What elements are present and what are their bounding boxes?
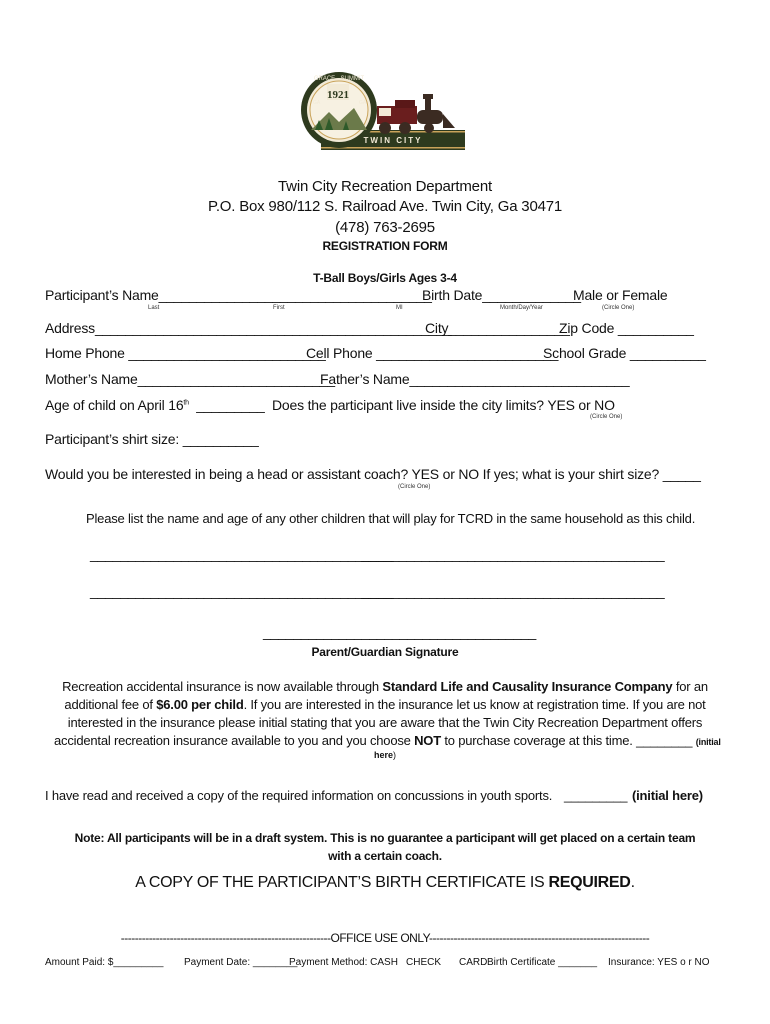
sibling-line-2a[interactable]: ________________________________________ [90,583,394,599]
mother-name-field[interactable]: Mother’s Name__________________________ [45,371,335,387]
sub-dob: Month/Day/Year [500,305,543,311]
coach-question[interactable]: Would you be interested in being a head or assistant coach? YES or NO If yes; what is your shirt size? _____ [45,466,701,482]
shirt-size-field[interactable]: Participant’s shirt size: __________ [45,431,259,447]
insurance-line-2: additional fee of $6.00 per child. If you are interested in the insurance let us know at registration time. If you are not [64,697,706,712]
train-icon [377,94,455,134]
birth-date-field[interactable]: Birth Date_____________ [422,287,581,303]
office-card: CARD [459,957,488,968]
sibling-line-1b[interactable]: ________________________________________ [361,546,665,562]
insurance-line-3: interested in the insurance please initial stating that you are aware that the Twin City Recreation Department offers [67,715,703,730]
form-title: REGISTRATION FORM [322,239,448,253]
insurance-line-4[interactable]: accidental recreation insurance available to you and you choose NOT to purchase coverage at this time. ________ (initial [54,733,721,748]
sibling-line-1a[interactable]: ________________________________________ [90,546,394,562]
cell-phone-field[interactable]: Cell Phone ________________________ [306,345,559,361]
logo-year: 1921 [327,89,349,101]
office-payment-date: Payment Date: ________ [184,957,298,968]
city-limits-circle: (Circle One) [590,414,623,420]
father-name-field[interactable]: Father’s Name_____________________________ [320,371,630,387]
office-use-header: ------------------------------------------------------------OFFICE USE ONLY--------------------------------------------------------------- [120,931,650,945]
sub-last: Last [148,305,160,311]
home-phone-field[interactable]: Home Phone __________________________ [45,345,326,361]
dept-address: P.O. Box 980/112 S. Railroad Ave. Twin City, Ga 30471 [207,198,563,215]
office-check: CHECK [406,957,442,968]
signature-label: Parent/Guardian Signature [311,645,459,659]
gender-choice[interactable]: Male or Female [573,287,668,303]
zip-field[interactable]: Zip Code __________ [559,320,694,336]
age-blank[interactable]: _________ [196,397,265,413]
sub-circle: (Circle One) [602,305,635,311]
logo-arc-text: GRACE · SUMMIT [313,76,365,82]
svg-text:GA: GA [313,100,321,106]
coach-circle: (Circle One) [398,484,431,490]
office-payment-method: Payment Method: CASH [289,957,398,968]
program-title: T-Ball Boys/Girls Ages 3-4 [313,271,457,285]
insurance-line-1: Recreation accidental insurance is now available through Standard Life and Causality Insurance Company for an [62,679,708,694]
draft-note-line-2: with a certain coach. [328,849,442,863]
twin-city-logo [299,70,467,156]
city-field[interactable]: City________________ [425,320,570,336]
birth-certificate-requirement: A COPY OF THE PARTICIPANT’S BIRTH CERTIFICATE IS REQUIRED. [135,874,635,891]
dept-name: Twin City Recreation Department [278,178,492,195]
age-label: Age of child on April 16 [45,397,184,413]
school-grade-field[interactable]: School Grade __________ [543,345,706,361]
signature-line[interactable]: ____________________________________ [263,624,537,640]
city-limits-question[interactable]: Does the participant live inside the city limits? YES or NO [272,397,615,413]
svg-text:GA: GA [359,100,367,106]
office-amount-paid: Amount Paid: $_________ [45,957,164,968]
concussion-initial-label: (initial here) [632,788,703,803]
sub-mi: MI [396,305,403,311]
concussion-statement: I have read and received a copy of the required information on concussions in youth sports. [45,788,553,803]
insurance-line-5: here) [374,750,397,760]
address-field[interactable]: Address_______________________________________________ [45,320,452,336]
logo-band-text: TWIN CITY [363,136,423,145]
age-field[interactable] [45,397,265,413]
office-insurance: Insurance: YES o r NO [608,957,710,968]
draft-note-line-1: Note: All participants will be in a draft system. This is no guarantee a participant will get placed on a certain team [74,831,696,845]
siblings-instruction: Please list the name and age of any other children that will play for TCRD in the same household as this child. [86,511,696,526]
age-sup: th [183,399,189,407]
dept-phone: (478) 763-2695 [335,219,435,236]
sibling-line-2b[interactable]: ________________________________________ [361,583,665,599]
sub-first: First [273,305,285,311]
office-birth-cert: Birth Certificate _______ [487,957,598,968]
participant-name-field[interactable]: Participant’s Name____________________________________ [45,287,432,303]
concussion-initial-blank[interactable]: _________ [564,788,628,803]
